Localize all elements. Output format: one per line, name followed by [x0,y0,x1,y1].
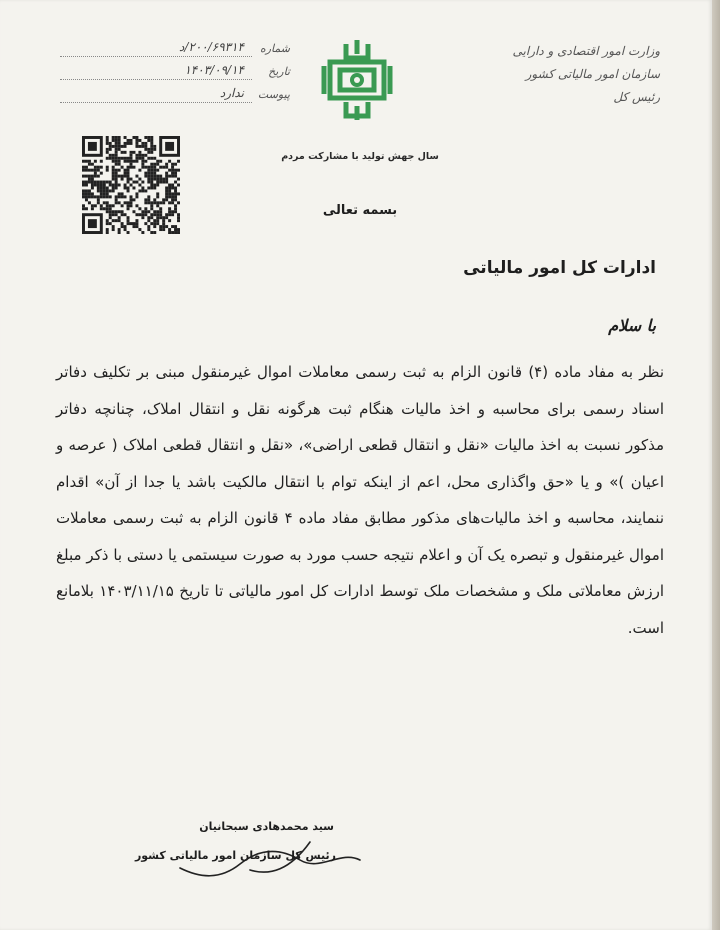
year-slogan: سال جهش تولید با مشارکت مردم [281,151,439,162]
date-label: تاریخ [268,65,290,78]
attachment-row [60,86,290,109]
ministry-header [510,40,660,109]
qr-code [82,136,180,234]
number-row [60,40,290,63]
attachment-value: ندارد [219,86,244,100]
attachment-label: پیوست [257,88,290,101]
basmala: بسمه تعالی [322,203,398,218]
recipient: ادارات کل امور مالیاتی [463,258,656,278]
date-row [60,63,290,86]
number-value: ۲۰۰/۶۹۳۱۴/د [179,40,244,54]
date-value: ۱۴۰۳/۰۹/۱۴ [184,63,244,77]
emblem-logo [320,36,394,124]
greeting: با سلام [608,316,656,335]
organization-line: سازمان امور مالیاتی کشور [525,67,660,81]
letter-meta [60,40,290,130]
letter-body: نظر به مفاد ماده (۴) قانون الزام به ثبت رسمی معاملات اموال غیرمنقول مبنی بر تکلیف دفاتر اسناد رسمی برای محاسبه و اخذ مالیات هنگام ثبت هرگونه نقل و انتقال املاک، چنانچه دفاتر مذکور نسبت به اخذ مالیات «نقل و انتقال قطعی اراضی»، «نقل و انتقال قطعی املاک ( عرصه و اعیان )» و یا «حق واگذاری محل، اعم از اینکه توام با انتقال مالکیت باشد یا جدا از آن» اقدام ننمایند، محاسبه و اخذ مالیات‌های مذکور مطابق مفاد ماده ۴ قانون الزام به ثبت رسمی معاملات اموال غیرمنقول و تبصره یک آن و اعلام نتیجه حسب مورد به صورت سیستمی یا دستی با ذکر مبلغ ارزش معاملاتی ملک و مشخصات ملک توسط ادارات کل امور مالیاتی تا تاریخ ۱۴۰۳/۱۱/۱۵ بلامانع است. [56,363,664,637]
page-edge [712,0,720,930]
signatory-title: رئیس کل سازمان امور مالیاتی کشور [134,849,336,862]
head-title-line: رئیس کل [613,90,660,104]
number-label: شماره [259,42,290,55]
signatory-name: سید محمدهادی سبحانیان [199,820,334,833]
ministry-line: وزارت امور اقتصادی و دارایی [512,44,660,58]
